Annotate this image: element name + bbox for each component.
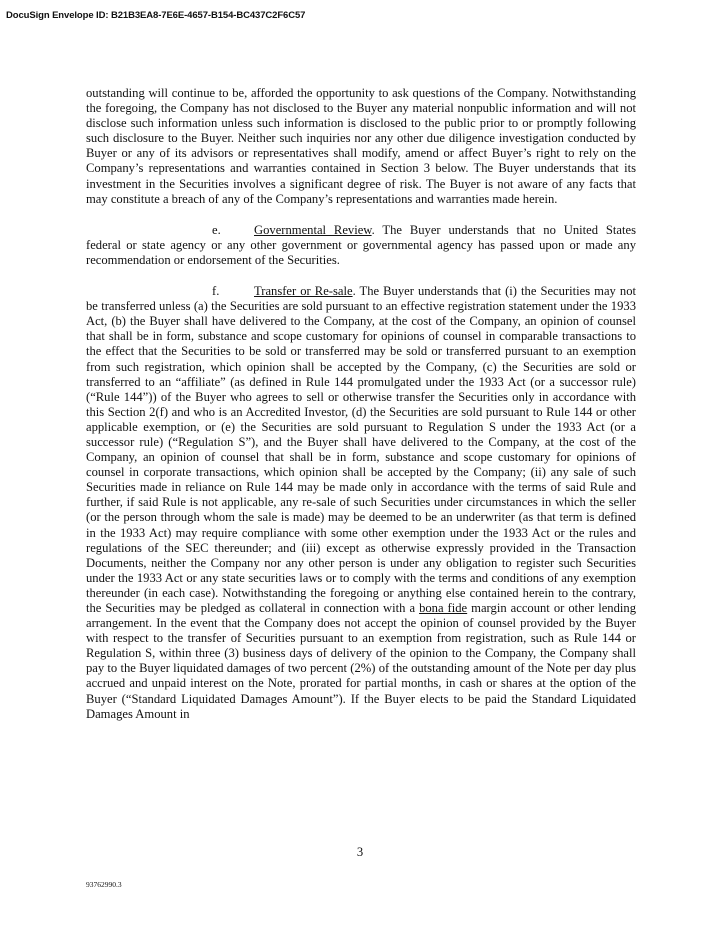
section-f-text-before: . The Buyer understands that (i) the Securities may not be transferred unless (a) the Securities are sold pursuant to an effective registration statement under the 1933 Act, (b) the Buyer shall have delivered to the Company, at the cost of the Company, an opinion of counsel that shall be in form, substance and scope customary for opinions of counsel in comparable transactions to the effect that the Securities to be sold or transferred may be sold or transferred pursuant to an exemption from such registration, which opinion shall be accepted by the Company, (c) the Securities are sold or transferred to an “affiliate” (as defined in Rule 144 promulgated under the 1933 Act (or a successor rule) (“Rule 144”)) of the Buyer who agrees to sell or otherwise transfer the Securities only in accordance with this Section 2(f) and who is an Accredited Investor, (d) the Securities are sold pursuant to Rule 144 or other applicable exemption, or (e) the Securities are sold pursuant to Regulation S under the 1933 Act (or a successor rule) (“Regulation S”), and the Buyer shall have delivered to the Company, at the cost of the Company, an opinion of counsel that shall be in form, substance and scope customary for opinions of counsel in corporate transactions, which opinion shall be accepted by the Company; (ii) any sale of such Securities made in reliance on Rule 144 may be made only in accordance with the terms of said Rule and further, if said Rule is not applicable, any re-sale of such Securities under circumstances in which the seller (or the person through whom the sale is made) may be deemed to be an underwriter (as that term is defined in the 1933 Act) may require compliance with some other exemption under the 1933 Act or the rules and regulations of the SEC thereunder; and (iii) except as otherwise expressly provided in the Transaction Documents, neither the Company nor any other person is under any obligation to register such Securities under the 1933 Act or any state securities laws or to comply with the terms and conditions of any exemption thereunder (in each case). Notwithstanding the foregoing or anything else contained herein to the contrary, the Securities may be pledged as collateral in connection with a (86, 284, 636, 615)
section-e-letter: e. (212, 222, 221, 237)
section-f-paragraph (86, 284, 636, 722)
section-f-letter: f. (212, 284, 220, 299)
page-number: 3 (356, 845, 364, 859)
paragraph-continued: outstanding will continue to be, afforded the opportunity to ask questions of the Company. Notwithstanding the foregoing, the Company has not disclosed to the Buyer any material nonpublic information and will not disclose such information unless such information is disclosed to the public prior to or promptly following such disclosure to the Buyer. Neither such inquiries nor any other due diligence investigation conducted by Buyer or any of its advisors or representatives shall modify, amend or affect Buyer’s right to rely on the Company’s representations and warranties contained in Section 3 below. The Buyer understands that its investment in the Securities involves a significant degree of risk. The Buyer is not aware of any facts that may constitute a breach of any of the Company’s representations and warranties made herein. (86, 86, 636, 206)
section-e-paragraph (86, 223, 636, 268)
bona-fide-term: bona fide (419, 601, 468, 615)
section-e-text: . The Buyer understands that no United States federal or state agency or any other government or governmental agency has passed upon or made any recommendation or endorsement of the Securities. (86, 222, 637, 267)
docusign-envelope-id: DocuSign Envelope ID: B21B3EA8-7E6E-4657-B154-BC437C2F6C57 (6, 10, 306, 21)
section-f-text-after: margin account or other lending arrangement. In the event that the Company does not accept the opinion of counsel provided by the Buyer with respect to the transfer of Securities pursuant to an exemption from registration, such as Rule 144 or Regulation S, within three (3) business days of delivery of the opinion to the Company, the Company shall pay to the Buyer liquidated damages of two percent (2%) of the outstanding amount of the Note per day plus accrued and unpaid interest on the Note, prorated for partial months, in cash or shares at the option of the Buyer (“Standard Liquidated Damages Amount”). If the Buyer elects to be paid the Standard Liquidated Damages Amount in (86, 601, 636, 721)
document-id: 93762990.3 (86, 880, 122, 889)
document-body (86, 86, 636, 722)
section-f-heading: Transfer or Re-sale (254, 284, 353, 299)
section-e-heading: Governmental Review (254, 222, 372, 237)
